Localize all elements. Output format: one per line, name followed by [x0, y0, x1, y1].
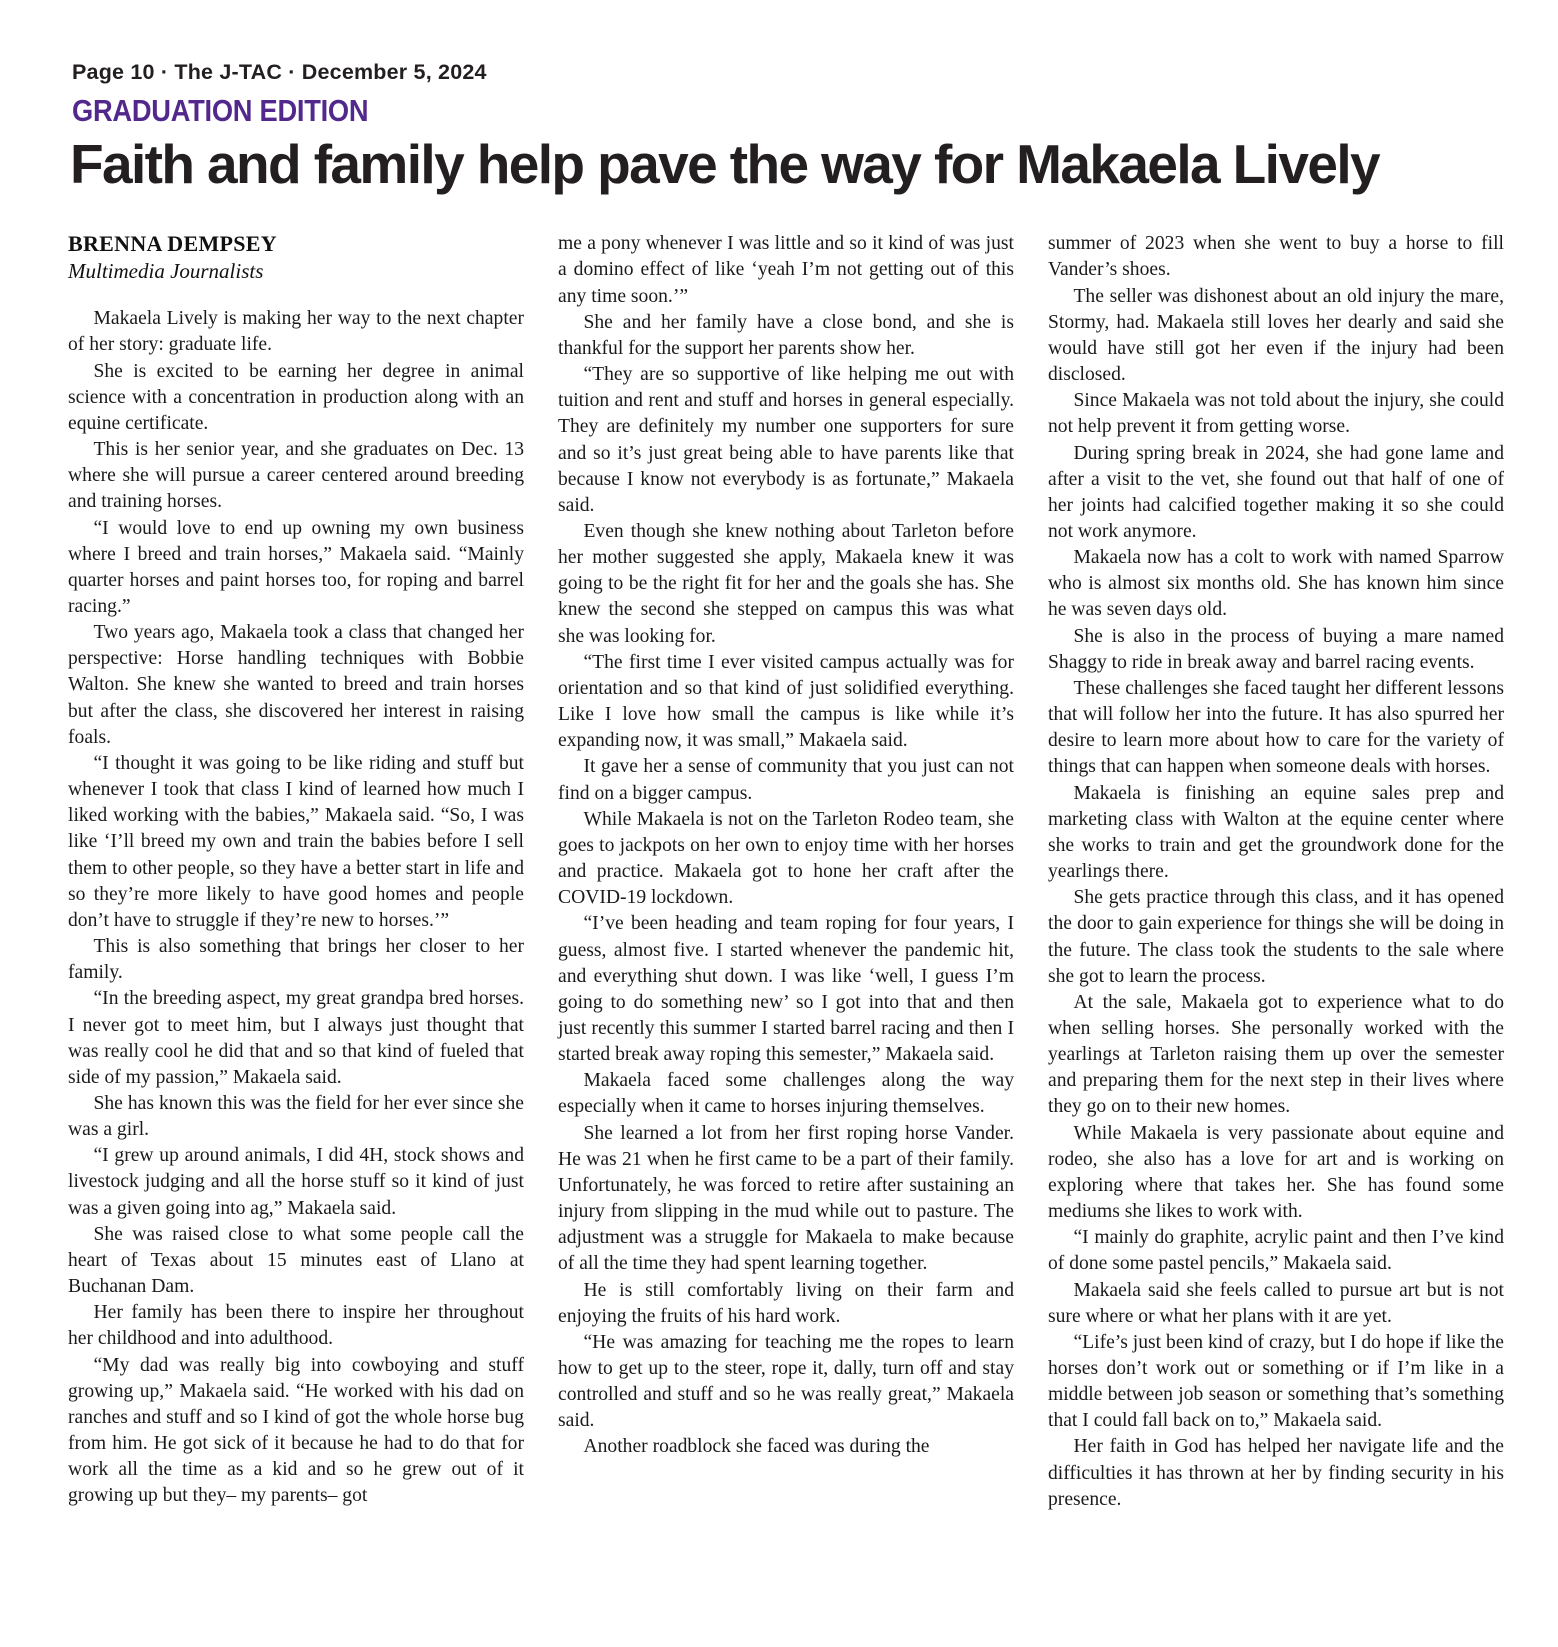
- paragraph: These challenges she faced taught her different lessons that will follow her into the future. It has also spurred her desire to learn more about how to care for the variety of things that can happen when someone deals with horses.: [1048, 677, 1504, 778]
- paragraph: She learned a lot from her first roping horse Vander. He was 21 when he first came to be a part of their family. Unfortunately, he was forced to retire after sustaining an injury from slipping in the mud while out to pasture. The adjustment was a struggle for Makaela to make because of all the time they had spent learning together.: [558, 1122, 1014, 1275]
- paragraph: “I grew up around animals, I did 4H, stock shows and livestock judging and all the horse stuff so it kind of just was a given going into ag,” Makaela said.: [68, 1145, 524, 1219]
- paragraph: Even though she knew nothing about Tarleton before her mother suggested she apply, Makaela knew it was going to be the right fit for her and the goals she has. She knew the second she stepped on campus this was what she was looking for.: [558, 521, 1014, 647]
- paragraph: Two years ago, Makaela took a class that changed her perspective: Horse handling techniques with Bobbie Walton. She knew she wanted to breed and train horses but after the class, she discovered her interest in raising foals.: [68, 622, 524, 748]
- paragraph: This is also something that brings her closer to her family.: [68, 936, 524, 984]
- paragraph: “I mainly do graphite, acrylic paint and then I’ve kind of done some pastel pencils,” Makaela said.: [1048, 1227, 1504, 1275]
- page-folio: Page 10 · The J-TAC · December 5, 2024: [72, 60, 487, 84]
- byline-author-name: BRENNA DEMPSEY: [68, 231, 277, 257]
- paragraph: While Makaela is not on the Tarleton Rodeo team, she goes to jackpots on her own to enjoy time with her horses and practice. Makaela got to hone her craft after the COVID-19 lockdown.: [558, 808, 1014, 909]
- byline: [68, 231, 524, 284]
- paragraph: She and her family have a close bond, and she is thankful for the support her parents show her.: [558, 311, 1014, 359]
- paragraph: “I thought it was going to be like riding and stuff but whenever I took that class I kind of learned how much I liked working with the babies,” Makaela said. “So, I was like ‘I’ll breed my own and train the babies before I sell them to other people, so they have a better start in life and so they’re more likely to have good homes and people don’t have to struggle if they’re new to horses.’”: [68, 752, 524, 931]
- paragraph: “In the breeding aspect, my great grandpa bred horses. I never got to meet him, but I always just thought that was really cool he did that and so that kind of fueled that side of my passion,” Makaela said.: [68, 988, 524, 1088]
- column-1: [68, 231, 524, 1509]
- paragraph: It gave her a sense of community that you just can not find on a bigger campus.: [558, 756, 1014, 804]
- paragraph: “The first time I ever visited campus actually was for orientation and so that kind of just solidified everything. Like I love how small the campus is like while it’s expanding now, it was small,” Makaela said.: [558, 651, 1014, 752]
- paragraph: She is also in the process of buying a mare named Shaggy to ride in break away and barrel racing events.: [1048, 625, 1504, 673]
- paragraph: “He was amazing for teaching me the ropes to learn how to get up to the steer, rope it, dally, turn off and stay controlled and stuff and so he was really great,” Makaela said.: [558, 1331, 1014, 1432]
- paragraph: me a pony whenever I was little and so it kind of was just a domino effect of like ‘yeah I’m not getting out of this any time soon.’”: [558, 233, 1014, 307]
- paragraph: “I’ve been heading and team roping for four years, I guess, almost five. I started whenever the pandemic hit, and everything shut down. I was like ‘well, I guess I’m going to do something new’ so I got into that and then just recently this summer I started barrel racing and then I started break away roping this semester,” Makaela said.: [558, 913, 1014, 1066]
- paragraph: She has known this was the field for her ever since she was a girl.: [68, 1092, 524, 1141]
- paragraph: The seller was dishonest about an old injury the mare, Stormy, had. Makaela still loves her dearly and said she would have still got her even if the injury had been disclosed.: [1048, 285, 1504, 386]
- column-3-body: [1048, 231, 1504, 1513]
- paragraph: Since Makaela was not told about the injury, she could not help prevent it from getting worse.: [1048, 390, 1504, 438]
- paragraph: She was raised close to what some people call the heart of Texas about 15 minutes east of Llano at Buchanan Dam.: [68, 1223, 524, 1298]
- paragraph: He is still comfortably living on their farm and enjoying the fruits of his hard work.: [558, 1279, 1014, 1327]
- column-2: [558, 231, 1014, 1460]
- paragraph: She gets practice through this class, and it has opened the door to gain experience for things she will be doing in the future. The class took the students to the sale where she got to learn the process.: [1048, 887, 1504, 987]
- paragraph: “They are so supportive of like helping me out with tuition and rent and stuff and horses in general especially. They are definitely my number one supporters for sure and so it’s just great being able to have parents like that because I know not everybody is as fortunate,” Makaela said.: [558, 364, 1014, 516]
- paragraph: Her family has been there to inspire her throughout her childhood and into adulthood.: [68, 1302, 524, 1350]
- article-columns: [68, 231, 1504, 1513]
- paragraph: Makaela is finishing an equine sales prep and marketing class with Walton at the equine center where she works to train and get the groundwork done for the yearlings there.: [1048, 782, 1504, 883]
- paragraph: Makaela said she feels called to pursue art but is not sure where or what her plans with it are yet.: [1048, 1279, 1504, 1327]
- article-headline: Faith and family help pave the way for Makaela Lively: [70, 133, 1379, 195]
- column-2-body: [558, 231, 1014, 1460]
- column-1-body: [68, 306, 524, 1509]
- paragraph: This is her senior year, and she graduates on Dec. 13 where she will pursue a career centered around breeding and training horses.: [68, 439, 524, 513]
- paragraph: During spring break in 2024, she had gone lame and after a visit to the vet, she found out that half of one of her joints had calcified together making it so she could not work anymore.: [1048, 442, 1504, 543]
- paragraph: summer of 2023 when she went to buy a horse to fill Vander’s shoes.: [1048, 233, 1504, 281]
- byline-author-role: Multimedia Journalists: [68, 259, 264, 284]
- paragraph: At the sale, Makaela got to experience what to do when selling horses. She personally worked with the yearlings at Tarleton raising them up over the semester and preparing them for the next step in their lives where they go on to their new homes.: [1048, 991, 1504, 1118]
- paragraph: Another roadblock she faced was during the: [583, 1436, 930, 1458]
- paragraph: While Makaela is very passionate about equine and rodeo, she also has a love for art and is working on exploring where that takes her. She has found some mediums she likes to work with.: [1048, 1122, 1504, 1223]
- paragraph: She is excited to be earning her degree in animal science with a concentration in production along with an equine certificate.: [68, 360, 524, 434]
- paragraph: “Life’s just been kind of crazy, but I do hope if like the horses don’t work out or something or if I’m like in a middle between job season or something that’s something that I could fall back on to,” Makaela said.: [1048, 1331, 1504, 1432]
- paragraph: Makaela faced some challenges along the way especially when it came to horses injuring themselves.: [558, 1070, 1014, 1118]
- paragraph: Her faith in God has helped her navigate life and the difficulties it has thrown at her by finding security in his presence.: [1048, 1436, 1504, 1510]
- paragraph: “I would love to end up owning my own business where I breed and train horses,” Makaela said. “Mainly quarter horses and paint horses too, for roping and barrel racing.”: [68, 517, 524, 618]
- column-3: [1048, 231, 1504, 1513]
- section-kicker: GRADUATION EDITION: [72, 93, 369, 128]
- paragraph: Makaela Lively is making her way to the next chapter of her story: graduate life.: [68, 308, 524, 356]
- paragraph: “My dad was really big into cowboying and stuff growing up,” Makaela said. “He worked with his dad on ranches and stuff and so I kind of got the whole horse bug from him. He got sick of it because he had to do that for work all the time as a kid and so he grew out of it growing up but they– my parents– got: [68, 1354, 524, 1507]
- paragraph: Makaela now has a colt to work with named Sparrow who is almost six months old. She has known him since he was seven days old.: [1048, 547, 1504, 621]
